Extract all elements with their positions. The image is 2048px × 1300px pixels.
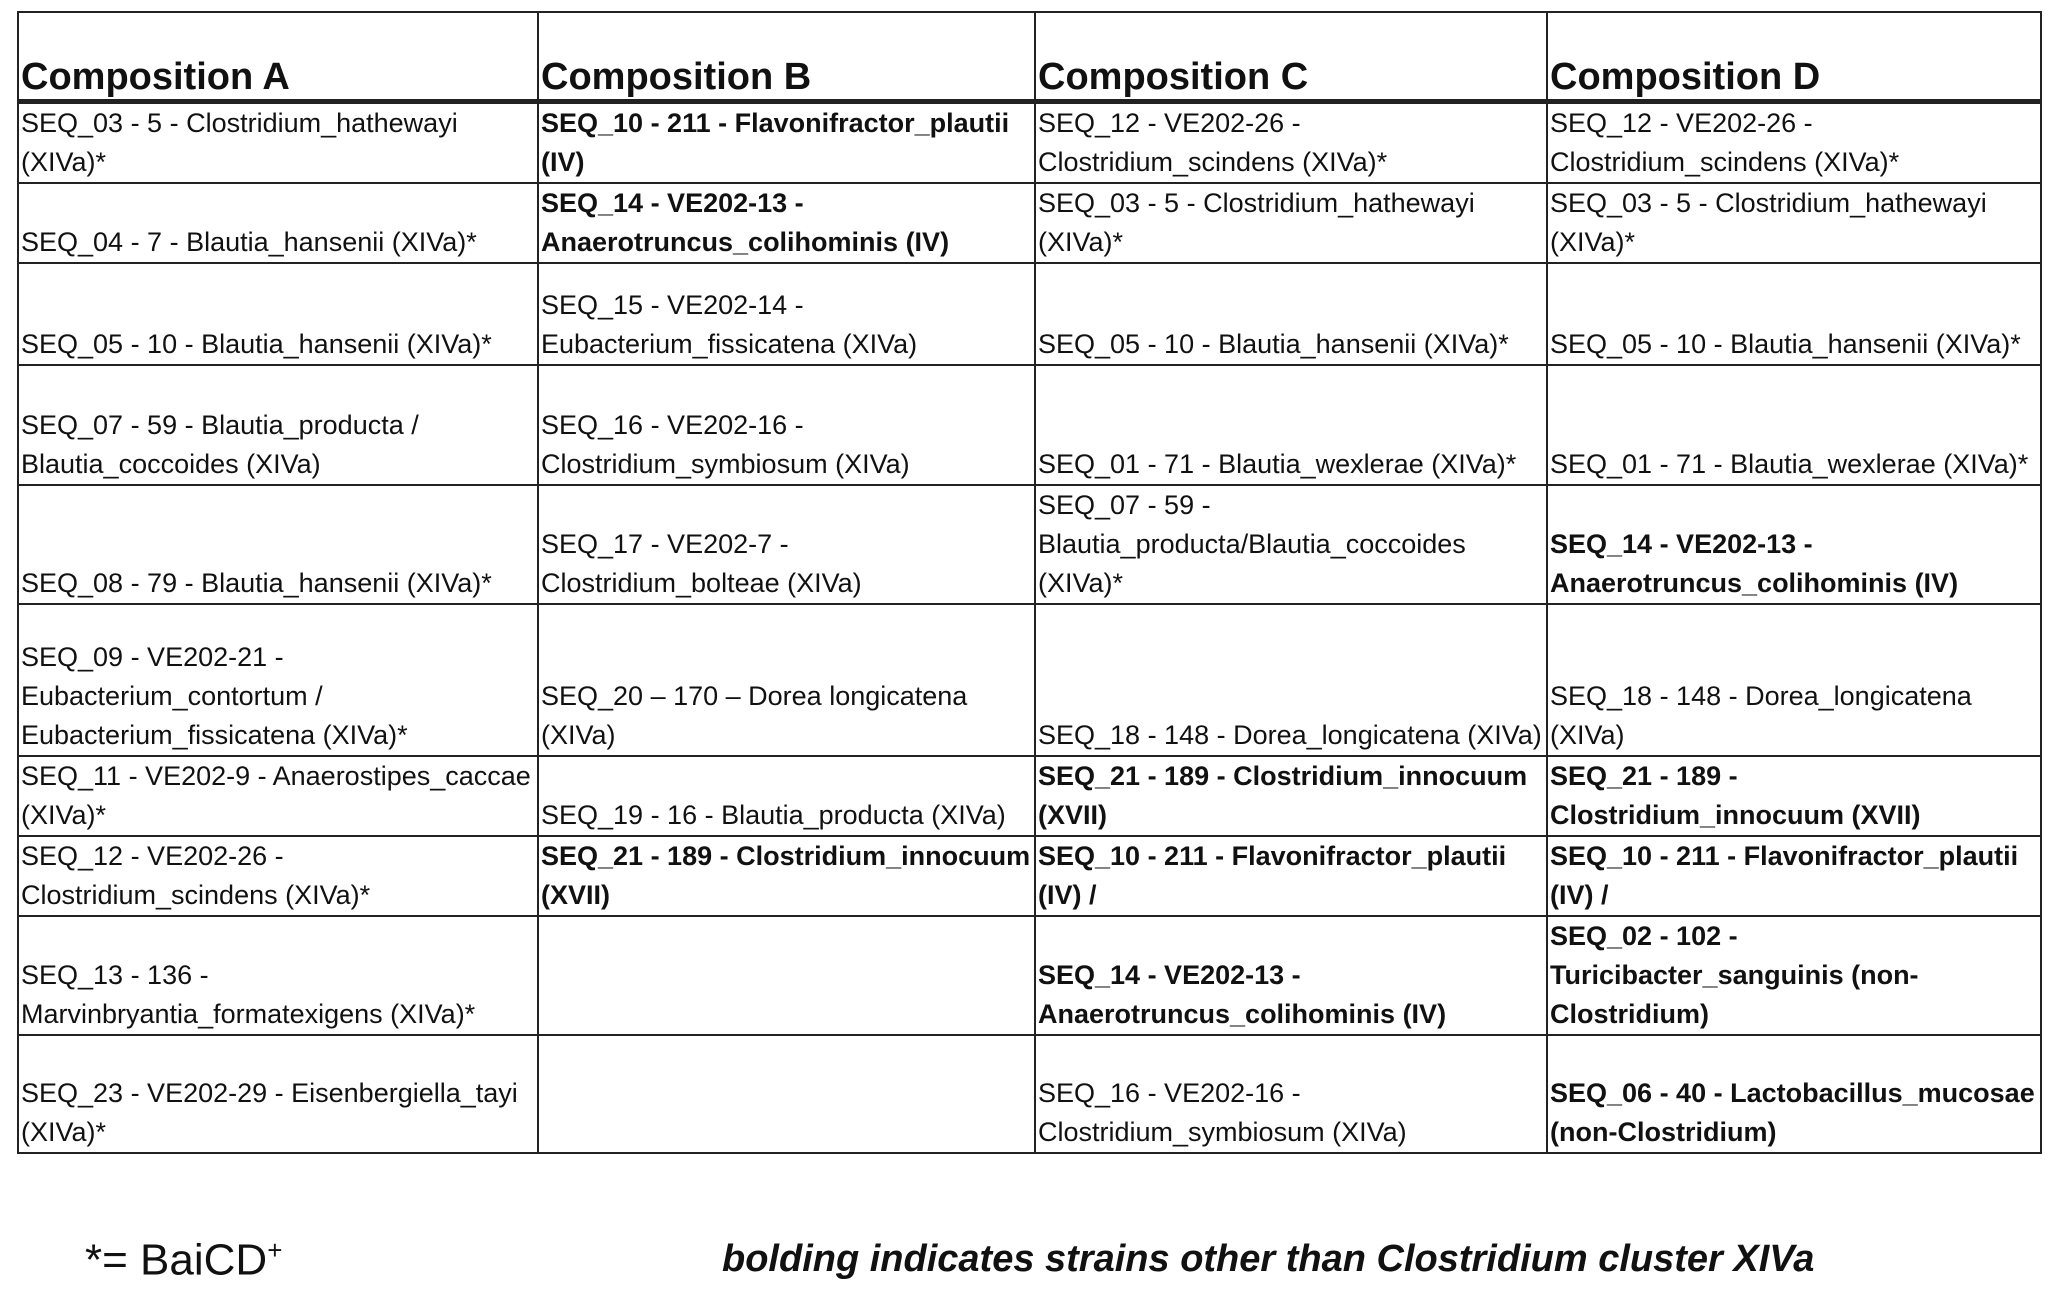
header-row: [18, 12, 2041, 102]
table-cell: SEQ_07 - 59 - Blautia_producta / Blautia_coccoides (XIVa): [18, 365, 538, 485]
table-cell: SEQ_12 - VE202-26 - Clostridium_scindens (XIVa)*: [18, 836, 538, 916]
table-cell: SEQ_20 – 170 – Dorea longicatena (XIVa): [538, 604, 1035, 756]
table-cell: SEQ_16 - VE202-16 - Clostridium_symbiosum (XIVa): [538, 365, 1035, 485]
table-cell: [538, 1035, 1035, 1153]
table-cell: SEQ_10 - 211 - Flavonifractor_plautii (IV) /: [1035, 836, 1547, 916]
table-cell: SEQ_05 - 10 - Blautia_hansenii (XIVa)*: [1035, 263, 1547, 365]
table-cell: [538, 916, 1035, 1035]
table-row: [18, 485, 2041, 604]
table-cell: SEQ_18 - 148 - Dorea_longicatena (XIVa): [1035, 604, 1547, 756]
table-cell: SEQ_19 - 16 - Blautia_producta (XIVa): [538, 756, 1035, 836]
header-composition-c: Composition C: [1035, 12, 1547, 102]
table-cell: SEQ_21 - 189 - Clostridium_innocuum (XVII): [1547, 756, 2041, 836]
table-cell: SEQ_02 - 102 - Turicibacter_sanguinis (non-Clostridium): [1547, 916, 2041, 1035]
table-row: [18, 756, 2041, 836]
table-cell: SEQ_08 - 79 - Blautia_hansenii (XIVa)*: [18, 485, 538, 604]
table-cell: SEQ_15 - VE202-14 - Eubacterium_fissicatena (XIVa): [538, 263, 1035, 365]
table-cell: SEQ_21 - 189 - Clostridium_innocuum (XVII): [538, 836, 1035, 916]
table-row: [18, 1035, 2041, 1153]
table-cell: SEQ_07 - 59 - Blautia_producta/Blautia_coccoides (XIVa)*: [1035, 485, 1547, 604]
table-cell: SEQ_03 - 5 - Clostridium_hathewayi (XIVa)*: [18, 102, 538, 184]
table-cell: SEQ_05 - 10 - Blautia_hansenii (XIVa)*: [1547, 263, 2041, 365]
header-composition-a: Composition A: [18, 12, 538, 102]
table-row: [18, 836, 2041, 916]
table-row: [18, 604, 2041, 756]
table-row: [18, 916, 2041, 1035]
table-row: [18, 263, 2041, 365]
table-row: [18, 365, 2041, 485]
table-cell: SEQ_03 - 5 - Clostridium_hathewayi (XIVa)*: [1547, 183, 2041, 263]
legend-bolding-note: bolding indicates strains other than Clostridium cluster XIVa: [722, 1238, 1815, 1280]
table-cell: SEQ_10 - 211 - Flavonifractor_plautii (IV): [538, 102, 1035, 184]
table-cell: SEQ_16 - VE202-16 - Clostridium_symbiosum (XIVa): [1035, 1035, 1547, 1153]
legend-baicd: *= BaiCD+: [85, 1235, 283, 1285]
composition-table: [17, 11, 2042, 1154]
table-cell: SEQ_14 - VE202-13 - Anaerotruncus_colihominis (IV): [538, 183, 1035, 263]
table-cell: SEQ_18 - 148 - Dorea_longicatena (XIVa): [1547, 604, 2041, 756]
table-row: [18, 102, 2041, 184]
table-row: [18, 183, 2041, 263]
table-cell: SEQ_01 - 71 - Blautia_wexlerae (XIVa)*: [1547, 365, 2041, 485]
table-cell: SEQ_14 - VE202-13 - Anaerotruncus_colihominis (IV): [1547, 485, 2041, 604]
table-cell: SEQ_17 - VE202-7 - Clostridium_bolteae (XIVa): [538, 485, 1035, 604]
table-cell: SEQ_09 - VE202-21 - Eubacterium_contortum / Eubacterium_fissicatena (XIVa)*: [18, 604, 538, 756]
table-cell: SEQ_14 - VE202-13 - Anaerotruncus_colihominis (IV): [1035, 916, 1547, 1035]
table-cell: SEQ_06 - 40 - Lactobacillus_mucosae (non-Clostridium): [1547, 1035, 2041, 1153]
table-cell: SEQ_10 - 211 - Flavonifractor_plautii (IV) /: [1547, 836, 2041, 916]
table-cell: SEQ_21 - 189 - Clostridium_innocuum (XVII): [1035, 756, 1547, 836]
table-cell: SEQ_01 - 71 - Blautia_wexlerae (XIVa)*: [1035, 365, 1547, 485]
table-cell: SEQ_11 - VE202-9 - Anaerostipes_caccae (XIVa)*: [18, 756, 538, 836]
table-cell: SEQ_12 - VE202-26 - Clostridium_scindens (XIVa)*: [1547, 102, 2041, 184]
table-cell: SEQ_13 - 136 - Marvinbryantia_formatexigens (XIVa)*: [18, 916, 538, 1035]
table-cell: SEQ_23 - VE202-29 - Eisenbergiella_tayi (XIVa)*: [18, 1035, 538, 1153]
table-cell: SEQ_05 - 10 - Blautia_hansenii (XIVa)*: [18, 263, 538, 365]
table-cell: SEQ_12 - VE202-26 - Clostridium_scindens (XIVa)*: [1035, 102, 1547, 184]
header-composition-d: Composition D: [1547, 12, 2041, 102]
table-cell: SEQ_03 - 5 - Clostridium_hathewayi (XIVa)*: [1035, 183, 1547, 263]
table-cell: SEQ_04 - 7 - Blautia_hansenii (XIVa)*: [18, 183, 538, 263]
header-composition-b: Composition B: [538, 12, 1035, 102]
legend-superscript: +: [267, 1235, 283, 1265]
